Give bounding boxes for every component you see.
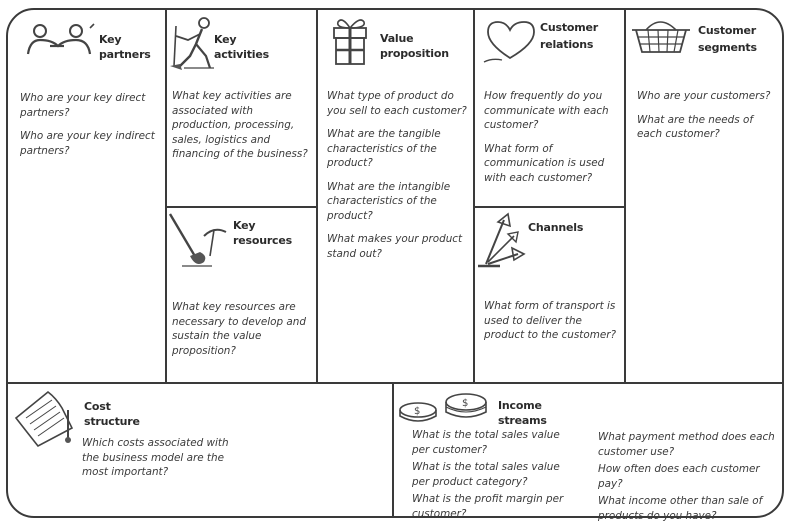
customer-relations-question-1: How frequently do you communicate with each customer? <box>484 90 609 131</box>
gift-box-icon <box>330 14 370 66</box>
cost-structure-title: Cost structure <box>84 400 140 428</box>
value-proposition-question-3: What are the intangible characteristics of the product? <box>327 180 451 222</box>
value-proposition-question-1: What type of product do you sell to each customer? <box>327 90 467 117</box>
income-streams-question-right-1: What payment method does each customer use? <box>598 431 775 458</box>
value-proposition-title: Value proposition <box>380 32 449 60</box>
key-partners-question-2: Who are your key indirect partners? <box>20 130 155 157</box>
value-proposition-questions <box>327 89 470 270</box>
customer-segments-question-2: What are the needs of each customer? <box>637 113 753 140</box>
income-streams-questions-right <box>598 430 778 526</box>
key-activities-questions <box>172 89 314 171</box>
channels-title: Channels <box>528 221 584 234</box>
income-streams-questions-left <box>412 428 572 524</box>
arrows-icon <box>478 212 526 268</box>
income-streams-title: Income streams <box>498 399 547 427</box>
customer-segments-title-line2: segments <box>698 41 757 54</box>
key-resources-questions <box>172 300 320 367</box>
heart-icon <box>482 18 538 64</box>
svg-text:$: $ <box>414 406 421 417</box>
divider-value-relations <box>473 9 475 383</box>
key-activities-title: Key activities <box>214 33 269 61</box>
divider-top-bottom <box>7 382 783 384</box>
income-streams-question-right-2: How often does each customer pay? <box>598 463 760 490</box>
key-activities-question-1: What key activities are associated with production, processing, sales, logistics and financing of the business? <box>172 90 308 160</box>
coins-icon <box>398 388 490 424</box>
shopping-basket-icon <box>630 16 692 56</box>
income-streams-question-left-3: What is the profit margin per customer? <box>412 493 564 520</box>
customer-relations-title-line1: Customer <box>540 21 599 34</box>
person-digging-icon <box>170 16 216 72</box>
receipt-scroll-icon <box>12 388 78 448</box>
key-resources-title: Key resources <box>233 219 292 247</box>
cost-structure-questions <box>82 436 232 489</box>
cost-structure-question-1: Which costs associated with the business model are the most important? <box>82 437 229 478</box>
channels-question-1: What form of transport is used to deliver the product to the customer? <box>484 300 617 341</box>
income-streams-question-left-1: What is the total sales value per customer? <box>412 429 560 456</box>
key-partners-questions <box>20 91 160 167</box>
key-partners-question-1: Who are your key direct partners? <box>20 92 146 119</box>
customer-segments-question-1: Who are your customers? <box>637 90 771 102</box>
divider-relations-segments <box>624 9 626 383</box>
divider-cost-income <box>392 383 394 517</box>
customer-relations-question-2: What form of communication is used with each customer? <box>484 142 605 184</box>
value-proposition-question-4: What makes your product stand out? <box>327 233 463 260</box>
customer-segments-questions <box>637 89 779 151</box>
income-streams-question-right-3: What income other than sale of products do you have? <box>598 495 763 522</box>
people-holding-hands-icon <box>24 22 98 58</box>
key-partners-title: Key partners <box>99 33 151 61</box>
divider-relations-channels <box>474 206 625 208</box>
customer-segments-title-line1: Customer <box>698 24 757 37</box>
customer-relations-title-line2: relations <box>540 38 594 51</box>
divider-partners-activities <box>165 9 167 383</box>
value-proposition-question-2: What are the tangible characteristics of the product? <box>327 128 441 169</box>
shovel-icon <box>168 212 228 270</box>
svg-text:$: $ <box>462 398 469 409</box>
income-streams-question-left-2: What is the total sales value per product category? <box>412 461 560 488</box>
divider-activities-resources <box>166 206 317 208</box>
channels-questions <box>484 299 624 352</box>
customer-relations-questions <box>484 89 624 194</box>
key-resources-question-1: What key resources are necessary to develop and sustain the value proposition? <box>172 301 306 357</box>
